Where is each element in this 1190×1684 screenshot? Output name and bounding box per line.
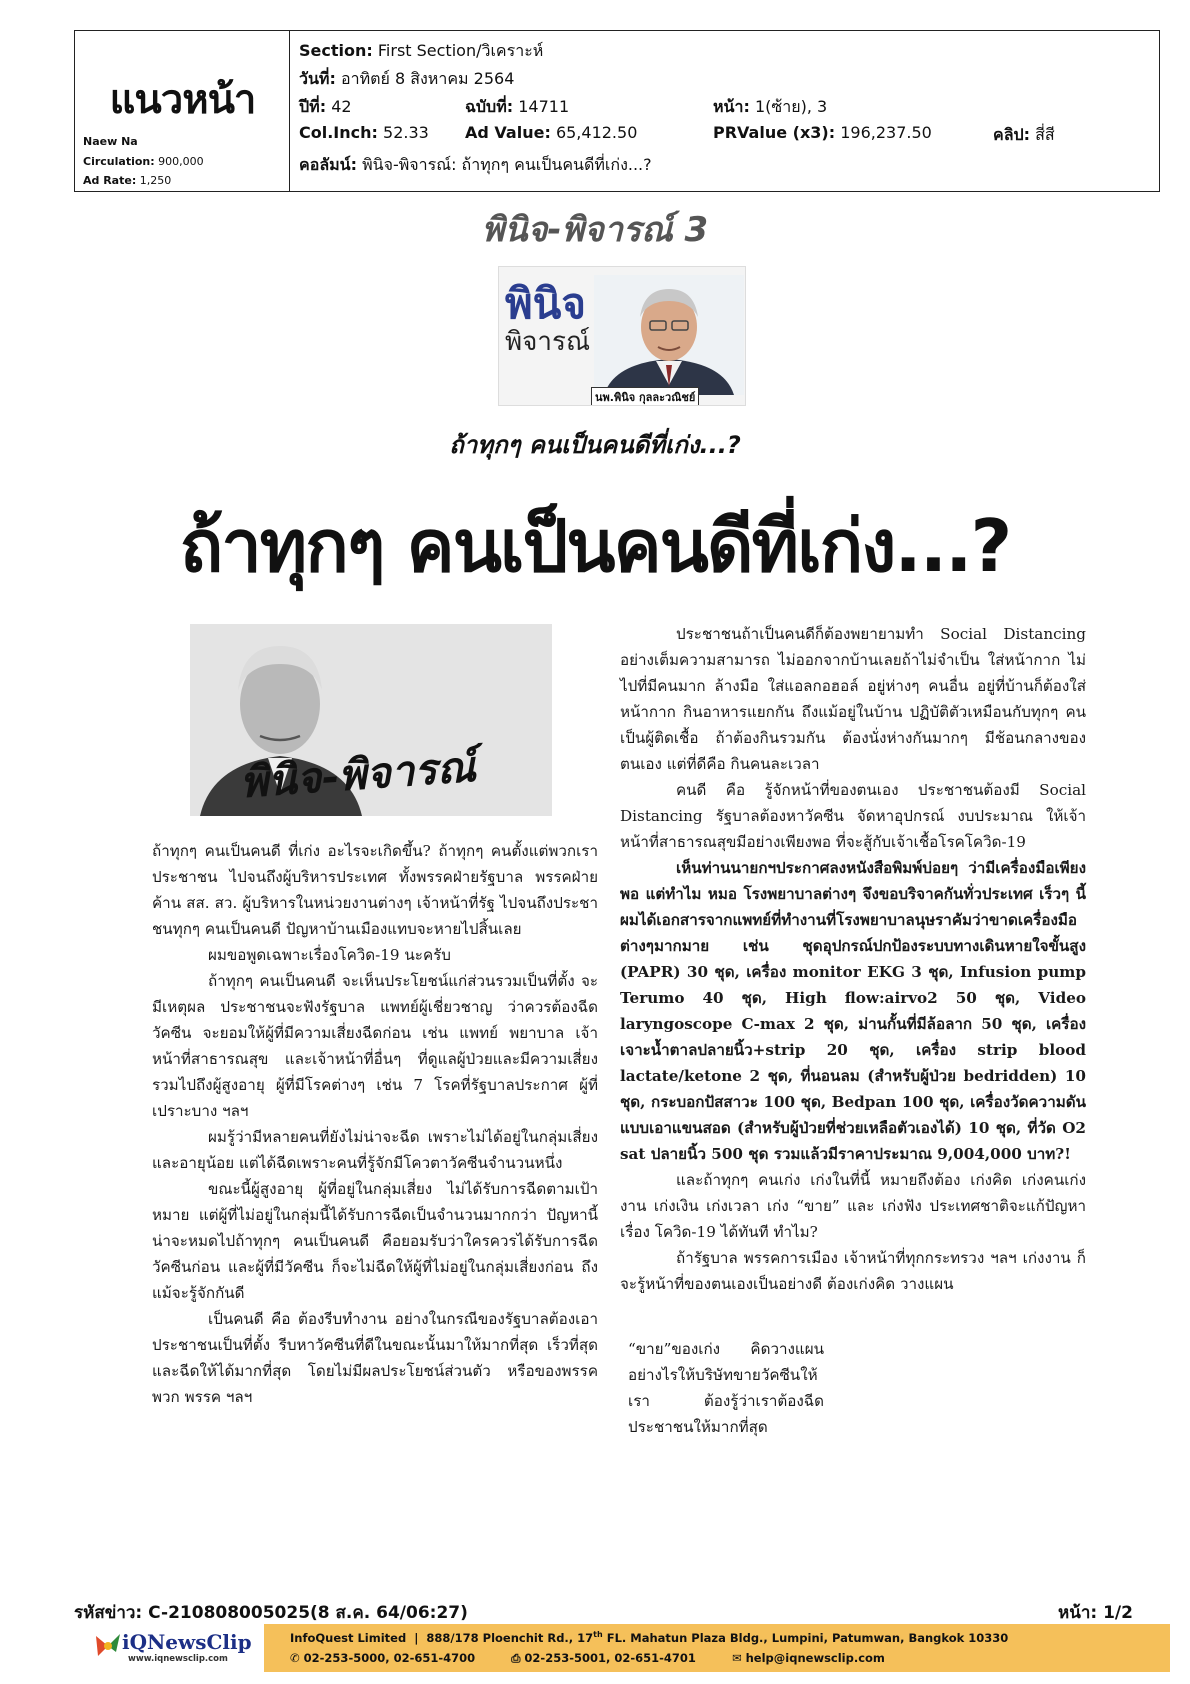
clipping-header <box>74 30 1160 192</box>
prvalue-info: PRValue (x3): 196,237.50 <box>713 123 932 142</box>
news-reference: รหัสข่าว: C-210808005025(8 ส.ค. 64/06:27) <box>74 1603 468 1623</box>
page-number: หน้า: 1/2 <box>1058 1603 1133 1623</box>
headline: ถ้าทุกๆ คนเป็นคนดีที่เก่ง...? <box>179 504 1011 588</box>
fax-numbers: 02-253-5001, 02-651-4701 <box>524 1651 696 1665</box>
paragraph: เห็นท่านนายกฯประกาศลงหนังสือพิมพ์บ่อยๆ ว่ามีเครื่องมือเพียงพอ แต่ทำไม หมอ โรงพยาบาลต่างๆ จึงขอบริจาคกันทั่วประเทศ เร็วๆ นี้ผมได้เอกสารจากแพทย์ที่ทำงานที่โรงพยาบาลนุษราคัมว่าขาดเครื่องมือต่างๆมากมาย เช่น ชุดอุปกรณ์ปกป้องระบบทางเดินหายใจขั้นสูง (PAPR) 30 ชุด, เครื่อง monitor EKG 3 ชุด, Infusion pump Terumo 40 ชุด, High flow:airvo2 50 ชุด, Video laryngoscope C-max 2 ชุด, ม่านกั้นที่มีล้อลาก 50 ชุด, เครื่องเจาะน้ำตาลปลายนิ้ว+strip 20 ชุด, เครื่อง strip blood lactate/ketone 2 ชุด, ที่นอนลม (สำหรับผู้ป่วย bedridden) 10 ชุด, กระบอกปัสสาวะ 100 ชุด, Bedpan 100 ชุด, เครื่องวัดความดันแบบเอาแขนสอด (สำหรับผู้ป่วยที่ช่วยเหลือตัวเองได้) 10 ชุด, ที่วัด O2 sat ปลายนิ้ว 500 ชุด รวมแล้วมีราคาประมาณ 9,004,000 บาท?! <box>620 859 1086 1163</box>
ad-rate: Ad Rate: 1,250 <box>83 174 172 187</box>
paragraph: เป็นคนดี คือ ต้องรีบทำงาน อย่างในกรณีของรัฐบาลต้องเอาประชาชนเป็นที่ตั้ง รีบหาวัคซีนที่ดีในขณะนั้นมาให้มากที่สุด เร็วที่สุด และฉีดให้ได้มากที่สุด โดยไม่มีผลประโยชน์ส่วนตัว หรือของพรรคพวก พรรค ฯลฯ <box>152 1310 598 1406</box>
fax-icon: ⎙ <box>511 1651 521 1665</box>
subheadline: ถ้าทุกๆ คนเป็นคนดีที่เก่ง...? <box>449 431 741 459</box>
email-address[interactable]: help@iqnewsclip.com <box>745 1651 885 1665</box>
iqnewsclip-logo <box>94 1628 252 1668</box>
logo-mark-icon <box>94 1632 122 1658</box>
circulation: Circulation: 900,000 <box>83 155 204 168</box>
section-info: Section: First Section/วิเคราะห์ <box>299 41 544 60</box>
article-right-column <box>620 621 1086 1297</box>
logo-text: iQNewsClip <box>122 1630 252 1654</box>
article-tail: “ขาย”ของเก่ง คิดวางแผนอย่างไรให้บริษัทขายวัคซีนให้เรา ต้องรู้ว่าเราต้องฉีดประชาชนให้มากที่สุด <box>628 1340 824 1436</box>
date-info: วันที่: อาทิตย์ 8 สิงหาคม 2564 <box>299 69 515 88</box>
paragraph: ผมขอพูดเฉพาะเรื่องโควิด-19 นะครับ <box>208 946 451 964</box>
year-info: ปีที่: 42 <box>299 97 352 116</box>
logo-url: www.iqnewsclip.com <box>128 1654 228 1664</box>
author-portrait <box>594 275 744 395</box>
paragraph: ถ้าทุกๆ คนเป็นคนดี ที่เก่ง อะไรจะเกิดขึ้น? ถ้าทุกๆ คนตั้งแต่พวกเราประชาชน ไปจนถึงผู้บริหารประเทศ ทั้งพรรคฝ่ายรัฐบาล พรรคฝ่ายค้าน สส. สว. ผู้บริหารในหน่วยงานต่างๆ เจ้าหน้าที่รัฐ ไปจนถึงประชาชนทุกๆ คนเป็นคนดี ปัญหาบ้านเมืองแทบจะหายไปสิ้นเลย <box>152 842 598 938</box>
banner-title: พินิจ <box>505 279 587 328</box>
paragraph: คนดี คือ รู้จักหน้าที่ของตนเอง ประชาชนต้องมี Social Distancing รัฐบาลต้องหาวัคซีน จัดหาอุปกรณ์ งบประมาณ ให้เจ้าหน้าที่สาธารณสุขมีอย่างเพียงพอ ที่จะสู้กับเจ้าเชื้อโรคโควิด-19 <box>620 781 1086 851</box>
phone-icon: ✆ <box>290 1651 300 1665</box>
paragraph: และถ้าทุกๆ คนเก่ง เก่งในที่นี้ หมายถึงต้อง เก่งคิด เก่งคนเก่งงาน เก่งเงิน เก่งเวลา เก่ง “ขาย” และ เก่งฟัง ประเทศชาติจะแก้ปัญหาเรื่อง โควิด-19 ได้ทันที ทำไม? <box>620 1171 1086 1241</box>
photo-label: พินิจ-พิจารณ์ <box>238 741 478 808</box>
company-contacts <box>290 1651 885 1666</box>
banner-subtitle: พิจารณ์ <box>505 327 591 357</box>
page-info: หน้า: 1(ซ้าย), 3 <box>713 97 828 116</box>
footer-bar <box>264 1624 1170 1672</box>
column-photo <box>190 624 552 816</box>
advalue-info: Ad Value: 65,412.50 <box>465 123 638 142</box>
paragraph: ประชาชนถ้าเป็นคนดีก็ต้องพยายามทำ Social Distancing อย่างเต็มความสามารถ ไม่ออกจากบ้านเลยถ้าไม่จำเป็น ใส่หน้ากาก ไม่ไปที่มีคนมาก ล้างมือ ใส่แอลกอฮอล์ อยู่ห่างๆ คนอื่น อยู่ที่บ้านก็ต้องใส่หน้ากาก กินอาหารแยกกัน ถึงแม้อยู่ในบ้าน ปฏิบัติตัวเหมือนกับทุกๆ คนเป็นผู้ติดเชื้อ ถ้าต้องกินรวมกัน ต้องนั่งห่างกันมากๆ มีช้อนกลางของตนเอง แต่ที่ดีคือ กินคนละเวลา <box>620 625 1086 773</box>
column-banner <box>498 266 746 406</box>
paragraph: ถ้าทุกๆ คนเป็นคนดี จะเห็นประโยชน์แก่ส่วนรวมเป็นที่ตั้ง จะมีเหตุผล ประชาชนจะฟังรัฐบาล แพทย์ผู้เชี่ยวชาญ ว่าควรต้องฉีดวัคซีน จะยอมให้ผู้ที่มีความเสี่ยงฉีดก่อน เช่น แพทย์ พยาบาล เจ้าหน้าที่สาธารณสุข และเจ้าหน้าที่อื่นๆ ที่ดูแลผู้ป่วยและมีความเสี่ยง รวมไปถึงผู้สูงอายุ ผู้ที่มีโรคต่างๆ เช่น 7 โรคที่รัฐบาลประกาศ ผู้ที่เปราะบาง ฯลฯ <box>152 972 598 1120</box>
issue-info: ฉบับที่: 14711 <box>465 97 570 116</box>
author-caption: นพ.พินิจ กุลละวณิชย์ <box>591 387 699 406</box>
clip-info: คลิป: สี่สี <box>993 125 1055 144</box>
publication-name: Naew Na <box>83 135 138 148</box>
article-left-column <box>152 838 598 1410</box>
colinch-info: Col.Inch: 52.33 <box>299 123 429 142</box>
phone-numbers: 02-253-5000, 02-651-4700 <box>303 1651 476 1665</box>
column-title: พินิจ-พิจารณ์ 3 <box>481 210 709 250</box>
publication-logo: แนวหน้า <box>109 77 256 123</box>
company-address: InfoQuest Limited | 888/178 Ploenchit Rd., 17th FL. Mahatun Plaza Bldg., Lumpini, Patumwan, Bangkok 10330 <box>290 1630 1009 1645</box>
publication-block <box>75 31 290 191</box>
paragraph: ถ้ารัฐบาล พรรคการเมือง เจ้าหน้าที่ทุกกระทรวง ฯลฯ เก่งงาน ก็จะรู้หน้าที่ของตนเองเป็นอย่างดี ต้องเก่งคิด วางแผน <box>620 1249 1086 1293</box>
column-info: คอลัมน์: พินิจ-พิจารณ์: ถ้าทุกๆ คนเป็นคนดีที่เก่ง...? <box>299 155 652 174</box>
paragraph: ขณะนี้ผู้สูงอายุ ผู้ที่อยู่ในกลุ่มเสี่ยง ไม่ได้รับการฉีดตามเป้าหมาย แต่ผู้ที่ไม่อยู่ในกลุ่มนี้ได้รับการฉีดเป็นจำนวนมากกว่า ปัญหานี้น่าจะหมดไปถ้าทุกๆ คนเป็นคนดี คือยอมรับว่าใครควรได้รับการฉีดวัคซีนก่อน และผู้ที่มีวัคซีน ก็จะไม่ฉีดให้ผู้ที่ไม่อยู่ในกลุ่มเสี่ยงก่อน ถึงแม้จะรู้จักกันดี <box>152 1180 598 1302</box>
email-icon: ✉ <box>731 1651 742 1665</box>
paragraph: ผมรู้ว่ามีหลายคนที่ยังไม่น่าจะฉีด เพราะไม่ได้อยู่ในกลุ่มเสี่ยงและอายุน้อย แต่ได้ฉีดเพราะคนที่รู้จักมีโควตาวัคซีนจำนวนหนึ่ง <box>152 1128 598 1172</box>
